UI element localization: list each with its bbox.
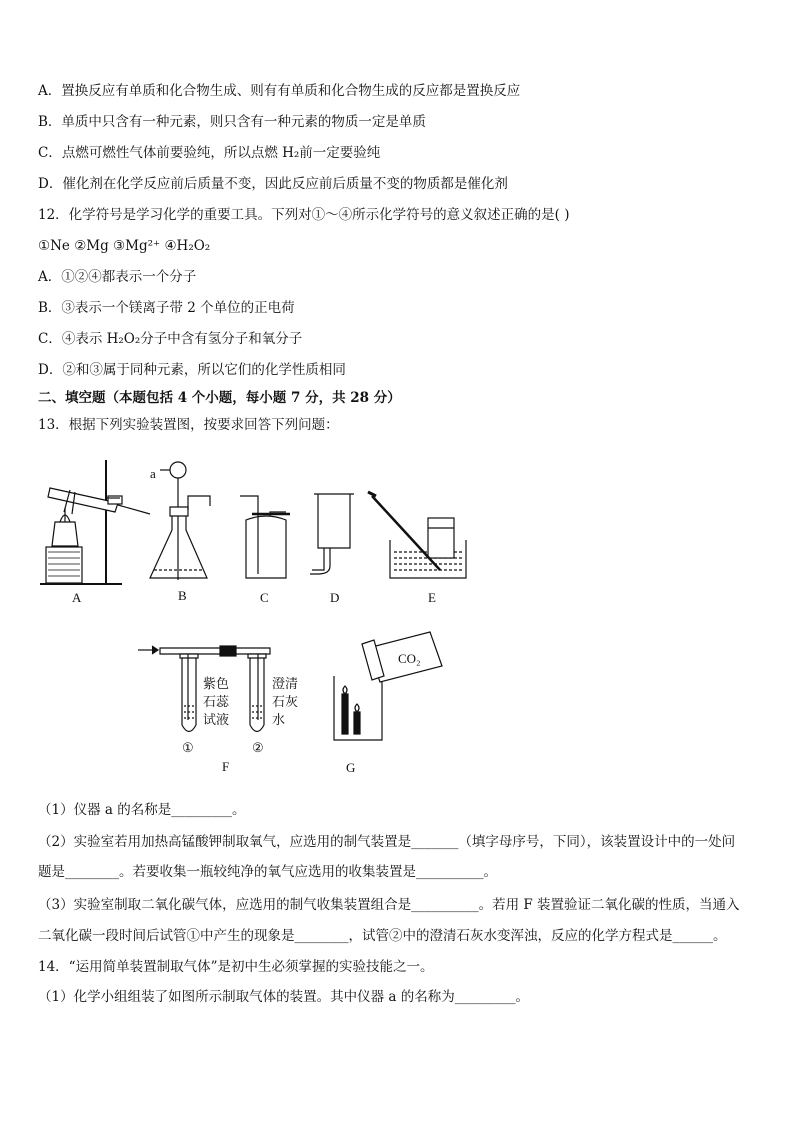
q13-part-2-line-2: 题是________。若要收集一瓶较纯净的氧气应选用的收集装置是__________。: [38, 864, 497, 880]
q11-option-b: B．单质中只含有一种元素，则只含有一种元素的物质一定是单质: [38, 114, 426, 130]
apparatus-figure: [0, 448, 794, 798]
apparatus-c: [240, 496, 290, 578]
q12-option-b: B．③表示一个镁离子带 2 个单位的正电荷: [38, 300, 295, 316]
q13-part-3-line-2: 二氧化碳一段时间后试管①中产生的现象是________，试管②中的澄清石灰水变浑浊，反应的化学方程式是______。: [38, 928, 727, 944]
tube1-number: ①: [182, 740, 194, 755]
apparatus-g: [334, 632, 442, 740]
q13-part-2-line-1: （2）实验室若用加热高锰酸钾制取氧气，应选用的制气装置是_______（填字母序号，下同），该装置设计中的一处问: [38, 834, 736, 850]
q14-stem: 14．“运用简单装置制取气体”是初中生必须掌握的实验技能之一。: [38, 959, 434, 975]
q12-option-a: A．①②④都表示一个分子: [38, 269, 197, 285]
tube1-text-2: 石蕊: [203, 695, 230, 710]
tube1-text-1: 紫色: [203, 677, 230, 692]
section-heading: 二、填空题（本题包括 4 个小题，每小题 7 分，共 28 分）: [38, 390, 401, 406]
label-b: B: [178, 588, 187, 603]
apparatus-d: [310, 494, 354, 574]
tube2-text-3: 水: [272, 713, 286, 728]
apparatus-b: [150, 462, 210, 580]
tube2-text-1: 澄清: [272, 677, 299, 692]
label-c: C: [260, 590, 269, 605]
label-g: G: [346, 760, 356, 775]
label-a: A: [72, 590, 82, 605]
tube2-text-2: 石灰: [272, 695, 299, 710]
q12-option-c: C．④表示 H₂O₂分子中含有氢分子和氧分子: [38, 331, 303, 347]
tube1-text-3: 试液: [203, 713, 230, 728]
label-d: D: [330, 590, 340, 605]
apparatus-e: [368, 492, 466, 578]
q12-stem: 12．化学符号是学习化学的重要工具。下列对①～④所示化学符号的意义叙述正确的是( ): [38, 207, 570, 223]
q11-option-d: D．催化剂在化学反应前后质量不变，因此反应前后质量不变的物质都是催化剂: [38, 176, 508, 192]
apparatus-a: [40, 460, 150, 584]
q13-stem: 13．根据下列实验装置图，按要求回答下列问题：: [38, 417, 339, 433]
q11-option-a: A．置换反应有单质和化合物生成、则有有单质和化合物生成的反应都是置换反应: [38, 83, 521, 99]
label-e: E: [428, 590, 436, 605]
q12-option-d: D．②和③属于同种元素，所以它们的化学性质相同: [38, 362, 346, 378]
q13-part-3-line-1: （3）实验室制取二氧化碳气体，应选用的制气收集装置组合是__________。若用 F 装置验证二氧化碳的性质，当通入: [38, 897, 740, 913]
tube2-number: ②: [252, 740, 264, 755]
q12-symbols: ①Ne ②Mg ③Mg²⁺ ④H₂O₂: [38, 238, 211, 254]
q13-part-1: （1）仪器 a 的名称是_________。: [38, 802, 246, 818]
co2-label: CO₂: [398, 651, 421, 666]
q14-part-1: （1）化学小组组装了如图所示制取气体的装置。其中仪器 a 的名称为_________。: [38, 989, 529, 1005]
q11-option-c: C．点燃可燃性气体前要验纯，所以点燃 H₂前一定要验纯: [38, 145, 381, 161]
label-f: F: [222, 759, 230, 774]
funnel-label: a: [150, 466, 156, 481]
